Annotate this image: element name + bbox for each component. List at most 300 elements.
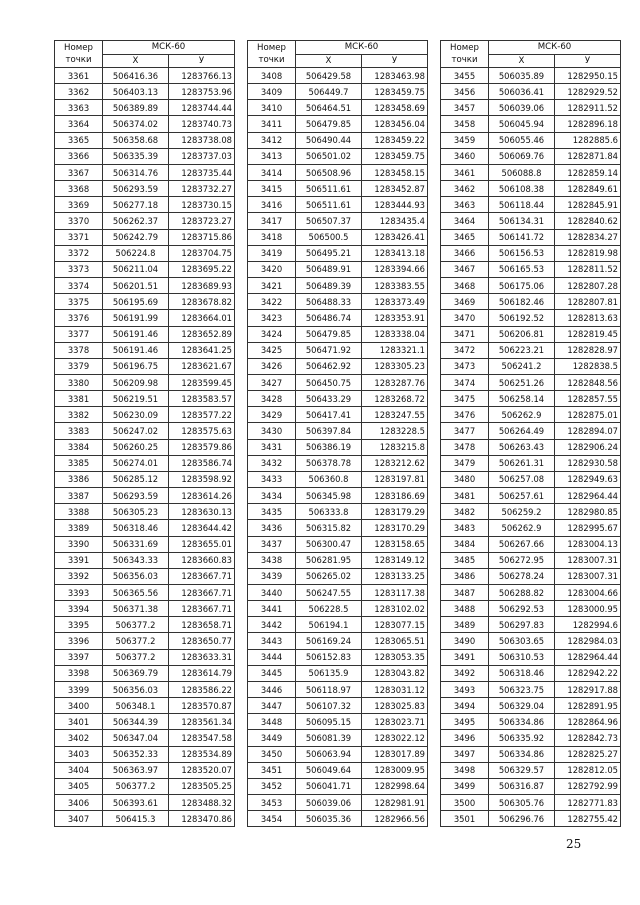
x-coordinate-cell: 506288.82 bbox=[489, 585, 555, 601]
y-coordinate-cell: 1283321.1 bbox=[362, 342, 428, 358]
y-coordinate-cell: 1283732.27 bbox=[169, 181, 235, 197]
y-coordinate-cell: 1282896.18 bbox=[555, 116, 621, 132]
table-row bbox=[248, 714, 428, 730]
x-coordinate-cell: 506479.85 bbox=[296, 116, 362, 132]
x-coordinate-cell: 506259.2 bbox=[489, 504, 555, 520]
table-row bbox=[441, 100, 621, 116]
y-coordinate-cell: 1283667.71 bbox=[169, 568, 235, 584]
table-row bbox=[248, 811, 428, 827]
y-coordinate-cell: 1282966.56 bbox=[362, 811, 428, 827]
y-coordinate-cell: 1283025.83 bbox=[362, 698, 428, 714]
point-number-cell: 3422 bbox=[248, 294, 296, 310]
table-row bbox=[248, 552, 428, 568]
table-row bbox=[441, 164, 621, 180]
y-coordinate-cell: 1282981.91 bbox=[362, 795, 428, 811]
table-row bbox=[441, 536, 621, 552]
table-row bbox=[441, 261, 621, 277]
table-row bbox=[55, 488, 235, 504]
point-number-cell: 3491 bbox=[441, 649, 489, 665]
x-coordinate-cell: 506356.03 bbox=[103, 568, 169, 584]
y-coordinate-cell: 1283338.04 bbox=[362, 326, 428, 342]
table-row bbox=[55, 116, 235, 132]
point-number-cell: 3448 bbox=[248, 714, 296, 730]
y-coordinate-cell: 1283753.96 bbox=[169, 84, 235, 100]
table-header bbox=[55, 41, 235, 68]
point-number-cell: 3430 bbox=[248, 423, 296, 439]
table-body bbox=[248, 68, 428, 827]
table-row bbox=[248, 132, 428, 148]
table-body bbox=[55, 68, 235, 827]
x-coordinate-cell: 506508.96 bbox=[296, 164, 362, 180]
table-row bbox=[248, 100, 428, 116]
point-number-cell: 3397 bbox=[55, 649, 103, 665]
y-coordinate-cell: 1283247.55 bbox=[362, 407, 428, 423]
x-coordinate-cell: 506495.21 bbox=[296, 245, 362, 261]
point-number-cell: 3378 bbox=[55, 342, 103, 358]
x-coordinate-cell: 506297.83 bbox=[489, 617, 555, 633]
y-coordinate-cell: 1283561.34 bbox=[169, 714, 235, 730]
x-coordinate-cell: 506274.01 bbox=[103, 455, 169, 471]
y-coordinate-cell: 1283102.02 bbox=[362, 601, 428, 617]
table-row bbox=[441, 423, 621, 439]
table-row bbox=[441, 520, 621, 536]
point-number-cell: 3447 bbox=[248, 698, 296, 714]
y-coordinate-cell: 1282838.5 bbox=[555, 358, 621, 374]
point-number-cell: 3371 bbox=[55, 229, 103, 245]
x-coordinate-cell: 506490.44 bbox=[296, 132, 362, 148]
table-row bbox=[248, 68, 428, 84]
x-coordinate-cell: 506088.8 bbox=[489, 164, 555, 180]
point-number-cell: 3381 bbox=[55, 391, 103, 407]
table-row bbox=[55, 601, 235, 617]
x-coordinate-cell: 506196.75 bbox=[103, 358, 169, 374]
x-coordinate-cell: 506369.79 bbox=[103, 665, 169, 681]
point-number-cell: 3369 bbox=[55, 197, 103, 213]
table-row bbox=[441, 374, 621, 390]
x-coordinate-cell: 506251.26 bbox=[489, 374, 555, 390]
x-coordinate-cell: 506118.44 bbox=[489, 197, 555, 213]
point-number-cell: 3470 bbox=[441, 310, 489, 326]
x-coordinate-cell: 506035.36 bbox=[296, 811, 362, 827]
point-number-cell: 3366 bbox=[55, 148, 103, 164]
x-header: X bbox=[489, 54, 555, 68]
x-coordinate-cell: 506389.89 bbox=[103, 100, 169, 116]
table-row bbox=[441, 617, 621, 633]
y-coordinate-cell: 1283077.15 bbox=[362, 617, 428, 633]
point-number-header bbox=[248, 41, 296, 68]
point-number-header-line2: точки bbox=[451, 55, 478, 65]
table-row bbox=[441, 568, 621, 584]
x-coordinate-cell: 506036.41 bbox=[489, 84, 555, 100]
point-number-cell: 3389 bbox=[55, 520, 103, 536]
y-coordinate-cell: 1283655.01 bbox=[169, 536, 235, 552]
table-row bbox=[55, 795, 235, 811]
point-number-cell: 3478 bbox=[441, 439, 489, 455]
point-number-cell: 3368 bbox=[55, 181, 103, 197]
table-row bbox=[55, 633, 235, 649]
x-coordinate-cell: 506489.91 bbox=[296, 261, 362, 277]
table-row bbox=[441, 358, 621, 374]
y-coordinate-cell: 1283459.75 bbox=[362, 148, 428, 164]
table-row bbox=[441, 181, 621, 197]
point-number-cell: 3420 bbox=[248, 261, 296, 277]
table-row bbox=[55, 68, 235, 84]
table-row bbox=[441, 455, 621, 471]
point-number-cell: 3374 bbox=[55, 278, 103, 294]
x-coordinate-cell: 506310.53 bbox=[489, 649, 555, 665]
x-coordinate-cell: 506315.82 bbox=[296, 520, 362, 536]
point-number-cell: 3460 bbox=[441, 148, 489, 164]
y-coordinate-cell: 1282864.96 bbox=[555, 714, 621, 730]
x-coordinate-cell: 506039.06 bbox=[296, 795, 362, 811]
point-number-cell: 3406 bbox=[55, 795, 103, 811]
x-coordinate-cell: 506433.29 bbox=[296, 391, 362, 407]
point-number-cell: 3484 bbox=[441, 536, 489, 552]
point-number-cell: 3488 bbox=[441, 601, 489, 617]
table-row bbox=[441, 84, 621, 100]
point-number-header bbox=[55, 41, 103, 68]
y-coordinate-cell: 1282871.84 bbox=[555, 148, 621, 164]
x-coordinate-cell: 506377.2 bbox=[103, 617, 169, 633]
x-coordinate-cell: 506230.09 bbox=[103, 407, 169, 423]
x-coordinate-cell: 506331.69 bbox=[103, 536, 169, 552]
y-coordinate-cell: 1283658.71 bbox=[169, 617, 235, 633]
y-coordinate-cell: 1283383.55 bbox=[362, 278, 428, 294]
point-number-cell: 3367 bbox=[55, 164, 103, 180]
point-number-cell: 3455 bbox=[441, 68, 489, 84]
x-coordinate-cell: 506194.1 bbox=[296, 617, 362, 633]
y-coordinate-cell: 1282980.85 bbox=[555, 504, 621, 520]
table-row bbox=[55, 164, 235, 180]
table-row bbox=[55, 471, 235, 487]
x-coordinate-cell: 506393.61 bbox=[103, 795, 169, 811]
table-row bbox=[248, 342, 428, 358]
table-body bbox=[441, 68, 621, 827]
point-number-cell: 3483 bbox=[441, 520, 489, 536]
x-coordinate-cell: 506415.3 bbox=[103, 811, 169, 827]
table-row bbox=[248, 698, 428, 714]
x-coordinate-cell: 506165.53 bbox=[489, 261, 555, 277]
table-row bbox=[441, 213, 621, 229]
y-coordinate-cell: 1282834.27 bbox=[555, 229, 621, 245]
table-row bbox=[441, 665, 621, 681]
table-row bbox=[248, 181, 428, 197]
point-number-cell: 3394 bbox=[55, 601, 103, 617]
y-coordinate-cell: 1283452.87 bbox=[362, 181, 428, 197]
y-coordinate-cell: 1282859.14 bbox=[555, 164, 621, 180]
table-row bbox=[55, 649, 235, 665]
y-coordinate-cell: 1282949.63 bbox=[555, 471, 621, 487]
y-header: У bbox=[555, 54, 621, 68]
x-coordinate-cell: 506141.72 bbox=[489, 229, 555, 245]
y-coordinate-cell: 1283158.65 bbox=[362, 536, 428, 552]
point-number-cell: 3383 bbox=[55, 423, 103, 439]
y-coordinate-cell: 1282811.52 bbox=[555, 261, 621, 277]
x-coordinate-cell: 506334.86 bbox=[489, 746, 555, 762]
y-coordinate-cell: 1283614.26 bbox=[169, 488, 235, 504]
table-row bbox=[55, 132, 235, 148]
y-coordinate-cell: 1283678.82 bbox=[169, 294, 235, 310]
point-number-cell: 3372 bbox=[55, 245, 103, 261]
y-coordinate-cell: 1283730.15 bbox=[169, 197, 235, 213]
x-coordinate-cell: 506511.61 bbox=[296, 197, 362, 213]
table-row bbox=[248, 649, 428, 665]
point-number-cell: 3384 bbox=[55, 439, 103, 455]
table-row bbox=[55, 245, 235, 261]
x-coordinate-cell: 506363.97 bbox=[103, 762, 169, 778]
table-row bbox=[441, 471, 621, 487]
x-coordinate-cell: 506228.5 bbox=[296, 601, 362, 617]
x-coordinate-cell: 506063.94 bbox=[296, 746, 362, 762]
point-number-cell: 3401 bbox=[55, 714, 103, 730]
x-coordinate-cell: 506335.39 bbox=[103, 148, 169, 164]
x-coordinate-cell: 506263.43 bbox=[489, 439, 555, 455]
x-coordinate-cell: 506175.06 bbox=[489, 278, 555, 294]
x-coordinate-cell: 506242.79 bbox=[103, 229, 169, 245]
point-number-cell: 3419 bbox=[248, 245, 296, 261]
table-row bbox=[248, 568, 428, 584]
point-number-cell: 3486 bbox=[441, 568, 489, 584]
point-number-cell: 3403 bbox=[55, 746, 103, 762]
y-coordinate-cell: 1283488.32 bbox=[169, 795, 235, 811]
point-number-cell: 3399 bbox=[55, 681, 103, 697]
y-coordinate-cell: 1283650.77 bbox=[169, 633, 235, 649]
x-coordinate-cell: 506107.32 bbox=[296, 698, 362, 714]
point-number-cell: 3500 bbox=[441, 795, 489, 811]
table-row bbox=[248, 795, 428, 811]
table-row bbox=[55, 714, 235, 730]
coordinates-table-1 bbox=[54, 40, 235, 827]
point-number-cell: 3438 bbox=[248, 552, 296, 568]
y-coordinate-cell: 1283022.12 bbox=[362, 730, 428, 746]
point-number-cell: 3380 bbox=[55, 374, 103, 390]
table-row bbox=[55, 391, 235, 407]
x-coordinate-cell: 506358.68 bbox=[103, 132, 169, 148]
y-coordinate-cell: 1283007.31 bbox=[555, 568, 621, 584]
table-row bbox=[248, 471, 428, 487]
point-number-cell: 3501 bbox=[441, 811, 489, 827]
table-row bbox=[441, 778, 621, 794]
x-coordinate-cell: 506195.69 bbox=[103, 294, 169, 310]
table-row bbox=[248, 358, 428, 374]
x-coordinate-cell: 506318.46 bbox=[489, 665, 555, 681]
coordinate-system-header: МСК-60 bbox=[489, 41, 621, 55]
y-coordinate-cell: 1282792.99 bbox=[555, 778, 621, 794]
y-coordinate-cell: 1283179.29 bbox=[362, 504, 428, 520]
y-coordinate-cell: 1283547.58 bbox=[169, 730, 235, 746]
table-row bbox=[55, 439, 235, 455]
point-number-cell: 3388 bbox=[55, 504, 103, 520]
table-row bbox=[441, 585, 621, 601]
point-number-cell: 3409 bbox=[248, 84, 296, 100]
point-number-cell: 3472 bbox=[441, 342, 489, 358]
y-coordinate-cell: 1283704.75 bbox=[169, 245, 235, 261]
y-coordinate-cell: 1283007.31 bbox=[555, 552, 621, 568]
point-number-cell: 3362 bbox=[55, 84, 103, 100]
point-number-cell: 3479 bbox=[441, 455, 489, 471]
table-row bbox=[55, 294, 235, 310]
table-row bbox=[55, 665, 235, 681]
x-coordinate-cell: 506069.76 bbox=[489, 148, 555, 164]
x-coordinate-cell: 506296.76 bbox=[489, 811, 555, 827]
y-coordinate-cell: 1282885.6 bbox=[555, 132, 621, 148]
table-row bbox=[55, 197, 235, 213]
page-number: 25 bbox=[566, 837, 582, 851]
x-coordinate-cell: 506462.92 bbox=[296, 358, 362, 374]
point-number-cell: 3410 bbox=[248, 100, 296, 116]
y-coordinate-cell: 1283598.92 bbox=[169, 471, 235, 487]
point-number-cell: 3402 bbox=[55, 730, 103, 746]
point-number-cell: 3441 bbox=[248, 601, 296, 617]
y-coordinate-cell: 1282848.56 bbox=[555, 374, 621, 390]
y-coordinate-cell: 1283004.66 bbox=[555, 585, 621, 601]
y-coordinate-cell: 1282812.05 bbox=[555, 762, 621, 778]
x-coordinate-cell: 506464.51 bbox=[296, 100, 362, 116]
x-coordinate-cell: 506055.46 bbox=[489, 132, 555, 148]
x-header: X bbox=[103, 54, 169, 68]
y-coordinate-cell: 1283215.8 bbox=[362, 439, 428, 455]
y-coordinate-cell: 1283456.04 bbox=[362, 116, 428, 132]
x-coordinate-cell: 506206.81 bbox=[489, 326, 555, 342]
x-coordinate-cell: 506265.02 bbox=[296, 568, 362, 584]
x-coordinate-cell: 506416.36 bbox=[103, 68, 169, 84]
point-number-cell: 3433 bbox=[248, 471, 296, 487]
y-coordinate-cell: 1283644.42 bbox=[169, 520, 235, 536]
y-coordinate-cell: 1282994.6 bbox=[555, 617, 621, 633]
x-coordinate-cell: 506095.15 bbox=[296, 714, 362, 730]
x-coordinate-cell: 506293.59 bbox=[103, 181, 169, 197]
table-row bbox=[248, 536, 428, 552]
y-coordinate-cell: 1282998.64 bbox=[362, 778, 428, 794]
x-coordinate-cell: 506293.59 bbox=[103, 488, 169, 504]
point-number-cell: 3416 bbox=[248, 197, 296, 213]
y-coordinate-cell: 1283458.15 bbox=[362, 164, 428, 180]
table-row bbox=[441, 326, 621, 342]
coordinate-system-header: МСК-60 bbox=[296, 41, 428, 55]
table-row bbox=[441, 649, 621, 665]
x-coordinate-cell: 506334.86 bbox=[489, 714, 555, 730]
y-coordinate-cell: 1283043.82 bbox=[362, 665, 428, 681]
point-number-header-line2: точки bbox=[65, 55, 92, 65]
y-coordinate-cell: 1282929.52 bbox=[555, 84, 621, 100]
table-header bbox=[248, 41, 428, 68]
y-coordinate-cell: 1283017.89 bbox=[362, 746, 428, 762]
y-coordinate-cell: 1283287.76 bbox=[362, 374, 428, 390]
point-number-cell: 3392 bbox=[55, 568, 103, 584]
x-coordinate-cell: 506201.51 bbox=[103, 278, 169, 294]
point-number-cell: 3415 bbox=[248, 181, 296, 197]
x-coordinate-cell: 506397.84 bbox=[296, 423, 362, 439]
table-row bbox=[441, 730, 621, 746]
point-number-cell: 3487 bbox=[441, 585, 489, 601]
y-coordinate-cell: 1283744.44 bbox=[169, 100, 235, 116]
y-coordinate-cell: 1282995.67 bbox=[555, 520, 621, 536]
x-coordinate-cell: 506191.99 bbox=[103, 310, 169, 326]
x-coordinate-cell: 506501.02 bbox=[296, 148, 362, 164]
y-coordinate-cell: 1283373.49 bbox=[362, 294, 428, 310]
point-number-cell: 3489 bbox=[441, 617, 489, 633]
y-coordinate-cell: 1283577.22 bbox=[169, 407, 235, 423]
point-number-cell: 3494 bbox=[441, 698, 489, 714]
x-coordinate-cell: 506281.95 bbox=[296, 552, 362, 568]
point-number-cell: 3449 bbox=[248, 730, 296, 746]
point-number-header-line1: Номер bbox=[450, 43, 479, 53]
x-coordinate-cell: 506488.33 bbox=[296, 294, 362, 310]
y-coordinate-cell: 1282771.83 bbox=[555, 795, 621, 811]
y-coordinate-cell: 1283413.18 bbox=[362, 245, 428, 261]
x-coordinate-cell: 506348.1 bbox=[103, 698, 169, 714]
y-coordinate-cell: 1282911.52 bbox=[555, 100, 621, 116]
table-row bbox=[441, 116, 621, 132]
x-coordinate-cell: 506260.25 bbox=[103, 439, 169, 455]
point-number-cell: 3471 bbox=[441, 326, 489, 342]
table-row bbox=[441, 504, 621, 520]
x-coordinate-cell: 506489.39 bbox=[296, 278, 362, 294]
point-number-cell: 3499 bbox=[441, 778, 489, 794]
y-coordinate-cell: 1283715.86 bbox=[169, 229, 235, 245]
x-coordinate-cell: 506386.19 bbox=[296, 439, 362, 455]
point-number-cell: 3481 bbox=[441, 488, 489, 504]
y-coordinate-cell: 1282807.28 bbox=[555, 278, 621, 294]
table-row bbox=[248, 746, 428, 762]
table-row bbox=[55, 762, 235, 778]
coordinates-table-2 bbox=[247, 40, 428, 827]
table-row bbox=[248, 326, 428, 342]
y-coordinate-cell: 1283117.38 bbox=[362, 585, 428, 601]
table-row bbox=[55, 698, 235, 714]
y-coordinate-cell: 1283652.89 bbox=[169, 326, 235, 342]
y-coordinate-cell: 1282813.63 bbox=[555, 310, 621, 326]
table-row bbox=[441, 407, 621, 423]
table-row bbox=[55, 746, 235, 762]
y-coordinate-cell: 1282875.01 bbox=[555, 407, 621, 423]
point-number-cell: 3450 bbox=[248, 746, 296, 762]
table-row bbox=[248, 585, 428, 601]
table-row bbox=[441, 278, 621, 294]
x-coordinate-cell: 506500.5 bbox=[296, 229, 362, 245]
y-coordinate-cell: 1283735.44 bbox=[169, 164, 235, 180]
y-coordinate-cell: 1283463.98 bbox=[362, 68, 428, 84]
table-row bbox=[248, 197, 428, 213]
table-row bbox=[248, 261, 428, 277]
table-row bbox=[248, 455, 428, 471]
y-coordinate-cell: 1283444.93 bbox=[362, 197, 428, 213]
y-coordinate-cell: 1283695.22 bbox=[169, 261, 235, 277]
y-coordinate-cell: 1282917.88 bbox=[555, 681, 621, 697]
y-coordinate-cell: 1283394.66 bbox=[362, 261, 428, 277]
point-number-cell: 3417 bbox=[248, 213, 296, 229]
y-coordinate-cell: 1282930.58 bbox=[555, 455, 621, 471]
table-row bbox=[441, 310, 621, 326]
x-coordinate-cell: 506182.46 bbox=[489, 294, 555, 310]
point-number-cell: 3451 bbox=[248, 762, 296, 778]
point-number-cell: 3387 bbox=[55, 488, 103, 504]
x-coordinate-cell: 506345.98 bbox=[296, 488, 362, 504]
y-coordinate-cell: 1283470.86 bbox=[169, 811, 235, 827]
point-number-cell: 3427 bbox=[248, 374, 296, 390]
y-header: У bbox=[169, 54, 235, 68]
coordinate-system-header: МСК-60 bbox=[103, 41, 235, 55]
table-row bbox=[441, 633, 621, 649]
point-number-cell: 3473 bbox=[441, 358, 489, 374]
point-number-cell: 3421 bbox=[248, 278, 296, 294]
x-coordinate-cell: 506352.33 bbox=[103, 746, 169, 762]
x-coordinate-cell: 506378.78 bbox=[296, 455, 362, 471]
y-coordinate-cell: 1283689.93 bbox=[169, 278, 235, 294]
point-number-header-line2: точки bbox=[258, 55, 285, 65]
x-coordinate-cell: 506108.38 bbox=[489, 181, 555, 197]
y-coordinate-cell: 1282807.81 bbox=[555, 294, 621, 310]
